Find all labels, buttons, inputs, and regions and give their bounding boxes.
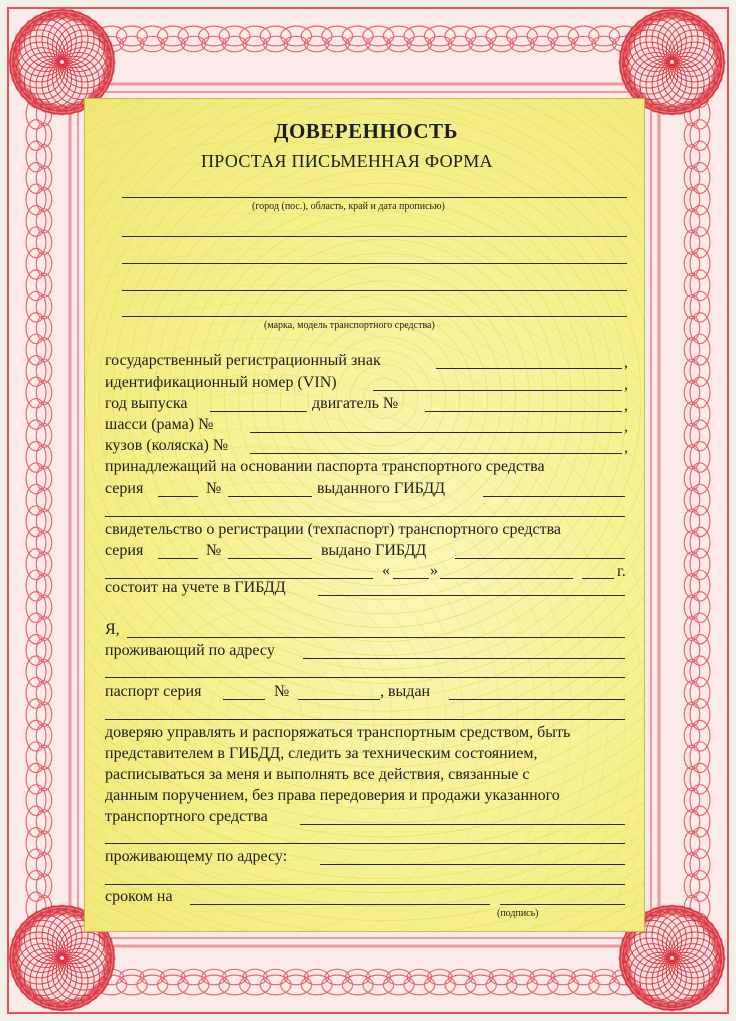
- year-suffix: г.: [617, 563, 626, 580]
- comma: ,: [624, 439, 628, 456]
- chassis-label: шасси (рама) №: [105, 416, 214, 433]
- residing2-label: проживающему по адресу:: [105, 848, 288, 865]
- engine-label: двигатель №: [312, 395, 399, 412]
- num2-label: №: [206, 542, 222, 559]
- comma: ,: [624, 376, 628, 393]
- vehicle-model-caption: (марка, модель транспортного средства): [264, 320, 435, 331]
- trust-line-3: расписываться за меня и выполнять все действия, связанные с: [105, 766, 530, 783]
- belonging-label: принадлежащий на основании паспорта транспортного средства: [105, 458, 545, 475]
- day-field[interactable]: [393, 578, 429, 579]
- vehicle-model-line[interactable]: [122, 316, 627, 317]
- series1-field[interactable]: [158, 496, 198, 497]
- quote-open: «: [382, 562, 390, 579]
- body-field[interactable]: [250, 453, 622, 454]
- issued-by2-label: выдано ГИБДД: [321, 542, 427, 559]
- month-field[interactable]: [440, 578, 573, 579]
- address2-field[interactable]: [320, 864, 625, 865]
- certificate-label: свидетельство о регистрации (техпаспорт) транспортного средства: [105, 521, 562, 538]
- form-panel: [84, 98, 645, 932]
- trust-line-1: доверяю управлять и распоряжаться транспортным средством, быть: [105, 724, 571, 741]
- city-date-line[interactable]: [122, 197, 627, 198]
- comma: ,: [624, 418, 628, 435]
- quote-close: »: [430, 562, 438, 579]
- signature-caption: (подпись): [497, 908, 539, 919]
- registered-label: состоит на учете в ГИБДД: [105, 579, 286, 596]
- num3-label: №: [274, 683, 290, 700]
- address-field[interactable]: [303, 658, 625, 659]
- passport-number-field[interactable]: [298, 699, 380, 700]
- blank-line[interactable]: [105, 719, 625, 720]
- blank-line[interactable]: [122, 236, 627, 237]
- signature-field[interactable]: [500, 904, 625, 905]
- trust-line-4: данным поручением, без права передоверия и продажи указанного: [105, 787, 560, 804]
- series2-field[interactable]: [158, 558, 198, 559]
- residing-label: проживающий по адресу: [105, 642, 275, 659]
- num1-label: №: [206, 480, 222, 497]
- term-label: сроком на: [105, 888, 173, 905]
- blank-line[interactable]: [122, 263, 627, 264]
- issued-by1-label: выданного ГИБДД: [317, 480, 446, 497]
- passport-issuer-field[interactable]: [449, 699, 625, 700]
- name-field[interactable]: [127, 637, 625, 638]
- blank-line[interactable]: [105, 677, 625, 678]
- series2-label: серия: [105, 542, 144, 559]
- vin-label: идентификационный номер (VIN): [105, 374, 337, 391]
- vehicle-field[interactable]: [300, 824, 625, 825]
- chassis-field[interactable]: [250, 432, 622, 433]
- num1-field[interactable]: [228, 496, 312, 497]
- reg-sign-field[interactable]: [436, 368, 622, 369]
- trust-line-2: представителем в ГИБДД, следить за техническим состоянием,: [105, 745, 538, 762]
- issued-by2-field[interactable]: [455, 558, 625, 559]
- engine-field[interactable]: [425, 411, 622, 412]
- comma: ,: [624, 354, 628, 371]
- blank-line[interactable]: [105, 843, 625, 844]
- trust-line-5: транспортного средства: [105, 808, 268, 825]
- blank-line[interactable]: [105, 884, 625, 885]
- year-field[interactable]: [582, 578, 614, 579]
- term-field[interactable]: [190, 904, 490, 905]
- num2-field[interactable]: [228, 558, 312, 559]
- reg-sign-label: государственный регистрационный знак: [105, 352, 381, 369]
- passport-series-field[interactable]: [223, 699, 265, 700]
- vin-field[interactable]: [373, 390, 622, 391]
- year-label: год выпуска: [105, 395, 188, 412]
- i-label: Я,: [105, 621, 120, 638]
- issued-by1-field[interactable]: [483, 496, 625, 497]
- watermark-pattern: [85, 99, 644, 931]
- passport-label: паспорт серия: [105, 683, 202, 700]
- year-field[interactable]: [210, 411, 307, 412]
- body-label: кузов (коляска) №: [105, 437, 229, 454]
- blank-line[interactable]: [105, 516, 625, 517]
- document-title: ДОВЕРЕННОСТЬ: [274, 119, 458, 143]
- registered-field[interactable]: [318, 595, 625, 596]
- document-subtitle: ПРОСТАЯ ПИСЬМЕННАЯ ФОРМА: [201, 151, 493, 171]
- city-date-caption: (город (пос.), область, край и дата прописью): [252, 201, 445, 212]
- issued3-label: , выдан: [380, 683, 431, 700]
- blank-line[interactable]: [122, 290, 627, 291]
- comma: ,: [624, 397, 628, 414]
- series1-label: серия: [105, 480, 144, 497]
